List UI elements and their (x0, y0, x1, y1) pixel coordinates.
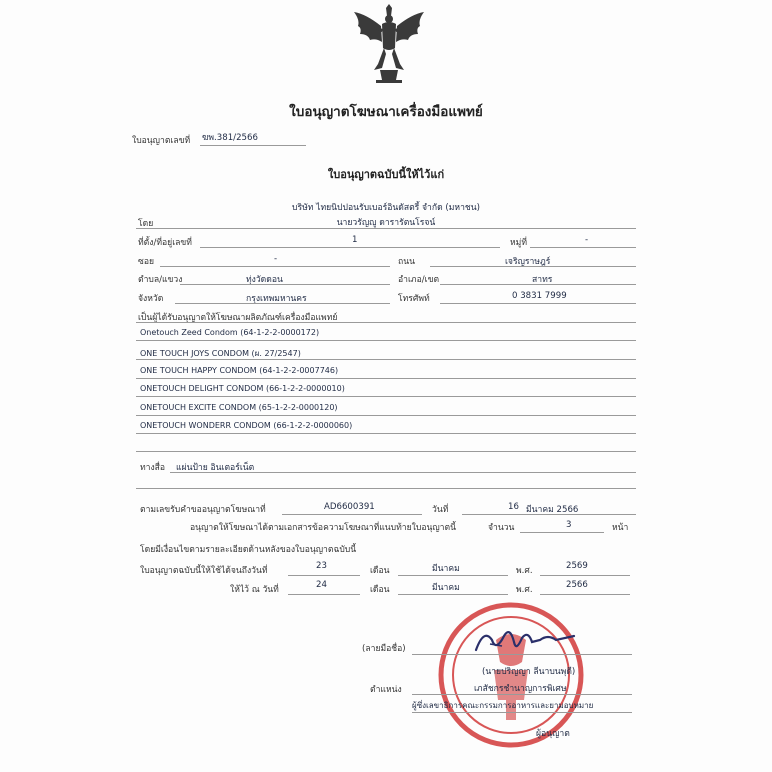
issued-to-heading: ใบอนุญาตฉบับนี้ให้ไว้แก่ (327, 168, 445, 181)
by-label: โดย (138, 219, 154, 229)
request-number-label: ตามเลขรับคำขออนุญาตโฆษณาที่ (140, 505, 266, 515)
product-item: ONETOUCH DELIGHT CONDOM (66-1-2-2-0000010) (140, 384, 345, 393)
valid-day: 23 (316, 561, 327, 571)
page-count-value: 3 (566, 520, 572, 530)
signature-label: (ลายมือชื่อ) (362, 644, 406, 654)
request-number-value: AD6600391 (324, 502, 375, 512)
by-value: นายวรัญญู ดารารัตนโรจน์ (336, 218, 436, 228)
license-number-label: ใบอนุญาตเลขที่ (132, 136, 191, 146)
page-count-label: จำนวน (488, 523, 515, 533)
given-on-label: ให้ไว้ ณ วันที่ (230, 585, 279, 595)
media-value: แผ่นป้าย อินเตอร์เน็ต (176, 463, 255, 473)
phone-label: โทรศัพท์ (398, 294, 430, 304)
given-year-label: พ.ศ. (516, 585, 533, 595)
province-label: จังหวัด (138, 294, 164, 304)
subdistrict-label: ตำบล/แขวง (138, 275, 183, 285)
request-date-label: วันที่ (432, 505, 449, 515)
approval-text: อนุญาตให้โฆษณาได้ตามเอกสารข้อความโฆษณาที่แนบท้ายใบอนุญาตนี้ (190, 523, 456, 533)
products-heading: เป็นผู้ได้รับอนุญาตให้โฆษณาผลิตภัณฑ์เครื่องมือแพทย์ (138, 313, 338, 323)
moo-value: - (585, 235, 589, 245)
license-number-value: ฆพ.381/2566 (202, 133, 258, 143)
product-item: Onetouch Zeed Condom (64-1-2-2-0000172) (140, 328, 320, 337)
road-value: เจริญราษฎร์ (505, 257, 551, 267)
address-number-value: 1 (352, 235, 358, 245)
district-value: สาทร (532, 275, 553, 285)
product-item: ONE TOUCH HAPPY CONDOM (64-1-2-2-0007746) (140, 366, 339, 375)
request-month-year: มีนาคม 2566 (526, 505, 579, 515)
signatory-name: (นายปริญญา ลีนาบนพุดี) (482, 667, 576, 677)
garuda-emblem (348, 4, 430, 86)
position-line1: เภสัชกรชำนาญการพิเศษ (474, 684, 567, 694)
soi-label: ซอย (138, 257, 155, 267)
position-label: ตำแหน่ง (370, 685, 402, 695)
given-year: 2566 (566, 580, 588, 590)
product-item: ONETOUCH EXCITE CONDOM (65-1-2-2-0000120) (140, 403, 338, 412)
document-title: ใบอนุญาตโฆษณาเครื่องมือแพทย์ (289, 104, 483, 120)
given-day: 24 (316, 580, 327, 590)
province-value: กรุงเทพมหานคร (246, 294, 307, 304)
valid-year-label: พ.ศ. (516, 566, 533, 576)
soi-value: - (274, 254, 278, 264)
address-number-label: ที่ตั้ง/ที่อยู่เลขที่ (138, 238, 192, 248)
given-month: มีนาคม (432, 583, 460, 593)
handwritten-signature (470, 622, 580, 662)
valid-until-label: ใบอนุญาตฉบับนี้ให้ใช้ได้จนถึงวันที่ (140, 566, 268, 576)
road-label: ถนน (398, 257, 415, 267)
product-item: ONETOUCH WONDERR CONDOM (66-1-2-2-0000060) (140, 421, 353, 430)
given-month-label: เดือน (370, 585, 390, 595)
company-name: บริษัท ไทยนิปปอนรับเบอร์อินดัสตรี้ จำกัด (มหาชน) (292, 203, 480, 213)
valid-month-label: เดือน (370, 566, 390, 576)
subdistrict-value: ทุ่งวัดดอน (246, 275, 283, 285)
valid-month: มีนาคม (432, 564, 460, 574)
moo-label: หมู่ที่ (510, 238, 527, 248)
phone-value: 0 3831 7999 (512, 291, 567, 301)
media-label: ทางสื่อ (140, 463, 166, 473)
page-unit-label: หน้า (612, 523, 629, 533)
district-label: อำเภอ/เขต (398, 275, 440, 285)
request-day: 16 (508, 502, 519, 512)
authority-label: ผู้อนุญาต (536, 729, 570, 739)
conditions-text: โดยมีเงื่อนไขตามรายละเอียดด้านหลังของใบอนุญาตฉบับนี้ (140, 545, 357, 555)
position-line2: ผู้ซึ่งเลขาธิการคณะกรรมการอาหารและยามอบหมาย (412, 701, 594, 710)
product-item: ONE TOUCH JOYS CONDOM (ผ. 27/2547) (140, 349, 301, 358)
valid-year: 2569 (566, 561, 588, 571)
